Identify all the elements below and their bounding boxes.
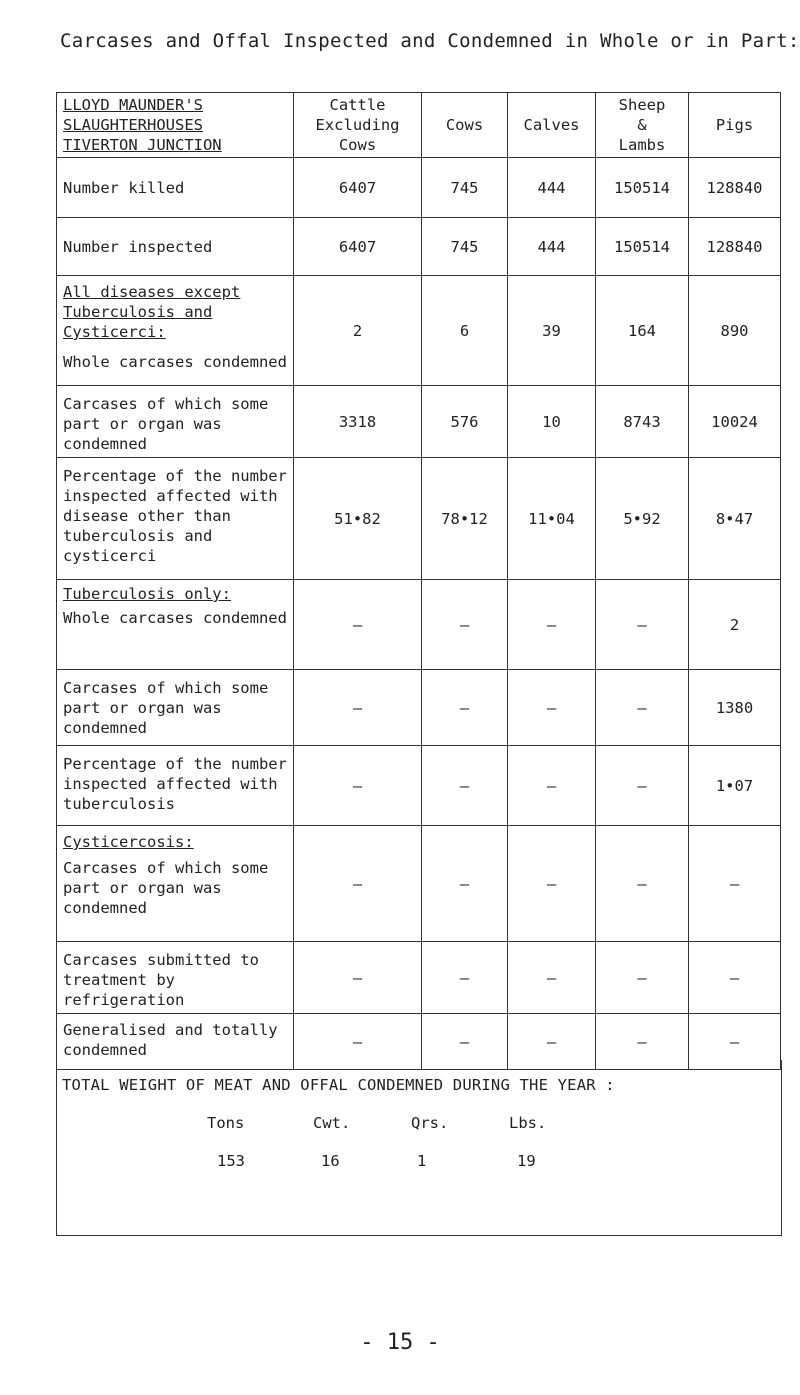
value-lbs: 19 [517,1152,536,1170]
table-cell: 3318 [294,386,422,458]
table-cell: 5•92 [596,458,689,580]
table-cell: Carcases of which some part or organ was condemned [57,386,294,458]
table-cell: 745 [422,158,508,218]
table-cell: – [596,580,689,670]
table-cell: – [422,580,508,670]
table-row [57,746,781,826]
table-cell: 1380 [689,670,781,746]
table-cell: Number killed [57,158,294,218]
total-weight-title: TOTAL WEIGHT OF MEAT AND OFFAL CONDEMNED DURING THE YEAR : [62,1076,615,1094]
page-title: Carcases and Offal Inspected and Condemned in Whole or in Part: [60,30,800,52]
table-row: Cysticercosis: Carcases of which some part or organ was condemned – – – – – [57,826,781,942]
table-row [57,386,781,458]
table-cell: 2 [294,276,422,386]
table-cell: – [294,670,422,746]
table-cell: 890 [689,276,781,386]
page-number: - 15 - [360,1330,440,1355]
table-cell: Percentage of the number inspected affected with tuberculosis [57,746,294,826]
col-header-cows: Cows [422,93,508,158]
table-cell: 128840 [689,218,781,276]
total-weight-box [56,1060,782,1236]
table-row [57,158,781,218]
table-cell: – [596,670,689,746]
table-row [57,670,781,746]
table-cell: 1•07 [689,746,781,826]
table-cell: – [508,670,596,746]
table-cell: Percentage of the number inspected affected with disease other than tuberculosis and cysticerci [57,458,294,580]
table-cell: – [689,1014,781,1070]
table-cell: 150514 [596,158,689,218]
table-cell: – [508,826,596,942]
table-cell: Number inspected [57,218,294,276]
col-header-sheep: Sheep & Lambs [596,93,689,158]
table-cell: – [508,1014,596,1070]
col-header-calves: Calves [508,93,596,158]
table-cell: – [422,670,508,746]
table-cell: – [294,826,422,942]
section-heading: All diseases except Tuberculosis and Cysticerci: [63,283,241,341]
table-cell: 8•47 [689,458,781,580]
col-header-cattle: Cattle Excluding Cows [294,93,422,158]
table-cell: 150514 [596,218,689,276]
table-cell: Generalised and totally condemned [57,1014,294,1070]
table-cell: – [596,826,689,942]
slaughterhouse-name: LLOYD MAUNDER'S SLAUGHTERHOUSES TIVERTON JUNCTION [57,93,294,158]
table-cell: – [294,1014,422,1070]
table-cell: – [422,826,508,942]
table-cell: – [422,746,508,826]
table-cell: 745 [422,218,508,276]
table-cell: – [596,1014,689,1070]
value-qrs: 1 [417,1152,427,1170]
unit-tons: Tons [207,1114,245,1132]
table-cell: 2 [689,580,781,670]
table-cell: – [422,942,508,1014]
col-header-pigs: Pigs [689,93,781,158]
table-row [57,218,781,276]
table-cell: Carcases of which some part or organ was condemned [57,670,294,746]
section-heading: Tuberculosis only: [63,585,231,603]
table-row [57,942,781,1014]
inspection-table [56,92,781,1070]
table-cell: 10024 [689,386,781,458]
section-heading: Cysticercosis: [63,833,194,851]
table-cell: 6407 [294,218,422,276]
table-cell: 39 [508,276,596,386]
table-cell: – [294,580,422,670]
table-cell: – [422,1014,508,1070]
header-row [57,93,781,158]
value-cwt: 16 [321,1152,340,1170]
table-cell: – [508,580,596,670]
table-cell: – [596,942,689,1014]
table-cell: – [596,746,689,826]
table-cell: 164 [596,276,689,386]
table-cell: – [508,942,596,1014]
table-row [57,458,781,580]
table-cell: 128840 [689,158,781,218]
table-cell: Carcases submitted to treatment by refrigeration [57,942,294,1014]
table-cell: 6 [422,276,508,386]
table-cell: 10 [508,386,596,458]
table-cell: – [294,942,422,1014]
unit-cwt: Cwt. [313,1114,351,1132]
table-cell: 444 [508,218,596,276]
table-cell: 51•82 [294,458,422,580]
table-cell: 11•04 [508,458,596,580]
table-row: All diseases except Tuberculosis and Cysticerci: Whole carcases condemned 2 6 39 164 890 [57,276,781,386]
table-cell: 78•12 [422,458,508,580]
unit-qrs: Qrs. [411,1114,449,1132]
value-tons: 153 [217,1152,245,1170]
table-cell: 576 [422,386,508,458]
table-cell: – [508,746,596,826]
table-cell: – [689,942,781,1014]
table-cell: 444 [508,158,596,218]
table-cell: 6407 [294,158,422,218]
table-cell: 8743 [596,386,689,458]
table-cell: – [689,826,781,942]
unit-lbs: Lbs. [509,1114,547,1132]
table-cell: – [294,746,422,826]
table-row: Tuberculosis only: Whole carcases condemned – – – – 2 [57,580,781,670]
